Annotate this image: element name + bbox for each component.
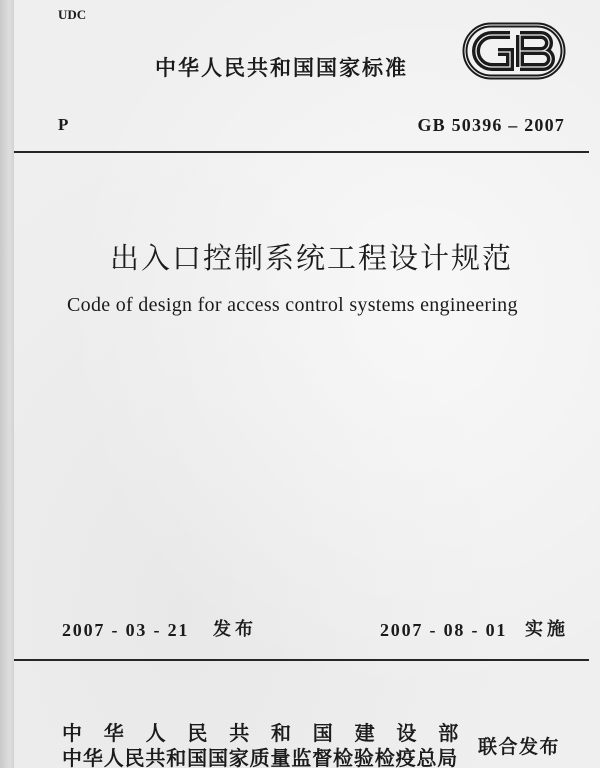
title-english: Code of design for access control systems engineering <box>67 294 518 316</box>
bottom-divider <box>14 659 589 661</box>
top-divider <box>14 151 589 153</box>
scan-edge <box>0 0 14 768</box>
issuer-aqsiq: 中华人民共和国国家质量监督检验检疫总局 <box>62 746 459 768</box>
gb-standard-logo-icon <box>462 22 566 80</box>
issue-label: 发布 <box>213 619 257 640</box>
national-standard-heading: 中华人民共和国国家标准 <box>155 56 408 80</box>
title-chinese: 出入口控制系统工程设计规范 <box>110 241 514 275</box>
joint-issue-label: 联合发布 <box>478 736 561 758</box>
standard-number: GB 50396 – 2007 <box>417 115 565 135</box>
effective-date: 2007 - 08 - 01 <box>380 620 508 640</box>
issuer-ministry-of-construction: 中华人民共和国建设部 <box>62 721 480 745</box>
effective-label: 实施 <box>525 619 569 640</box>
issue-date: 2007 - 03 - 21 <box>62 620 190 640</box>
udc-label: UDC <box>58 7 87 22</box>
category-code: P <box>58 115 69 134</box>
